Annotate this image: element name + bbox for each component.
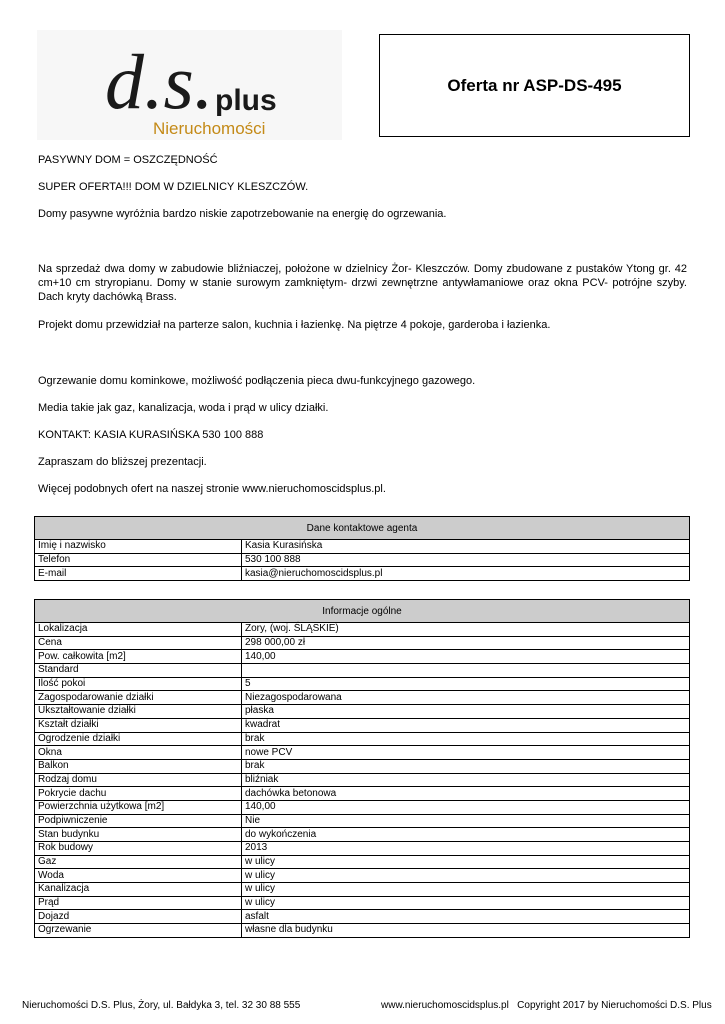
table-row: Zagospodarowanie działki Niezagospodarowana — [35, 691, 690, 705]
table-row: Imię i nazwisko Kasia Kurasińska — [35, 540, 690, 554]
table-row: Ogrzewanie własne dla budynku — [35, 924, 690, 938]
table-row: Pokrycie dachu dachówka betonowa — [35, 787, 690, 801]
table-row: Cena 298 000,00 zł — [35, 636, 690, 650]
table-row: Okna nowe PCV — [35, 746, 690, 760]
agent-table-header: Dane kontaktowe agenta — [35, 517, 690, 540]
description-paragraph: SUPER OFERTA!!! DOM W DZIELNICY KLESZCZÓW. — [38, 181, 309, 193]
table-row: Gaz w ulicy — [35, 855, 690, 869]
table-row: Rodzaj domu bliźniak — [35, 773, 690, 787]
description-paragraph: Domy pasywne wyróżnia bardzo niskie zapotrzebowanie na energię do ogrzewania. — [38, 208, 447, 220]
table-row: E-mail kasia@nieruchomoscidsplus.pl — [35, 567, 690, 581]
table-row: Dojazd asfalt — [35, 910, 690, 924]
table-row: Powierzchnia użytkowa [m2] 140,00 — [35, 800, 690, 814]
table-row: Ilość pokoi 5 — [35, 677, 690, 691]
table-row: Podpiwniczenie Nie — [35, 814, 690, 828]
table-row: Pow. całkowita [m2] 140,00 — [35, 650, 690, 664]
logo-letters: d.s. — [105, 38, 214, 125]
general-info-table — [34, 599, 690, 938]
table-row: Kanalizacja w ulicy — [35, 883, 690, 897]
description-paragraph: Ogrzewanie domu kominkowe, możliwość podłączenia pieca dwu-funkcyjnego gazowego. — [38, 375, 476, 387]
company-logo — [37, 30, 342, 140]
description-paragraph: Więcej podobnych ofert na naszej stronie www.nieruchomoscidsplus.pl. — [38, 483, 386, 495]
table-row: Balkon brak — [35, 759, 690, 773]
table-row: Woda w ulicy — [35, 869, 690, 883]
general-table-header: Informacje ogólne — [35, 600, 690, 623]
offer-title: Oferta nr ASP-DS-495 — [447, 75, 622, 95]
description-paragraph: KONTAKT: KASIA KURASIŃSKA 530 100 888 — [38, 429, 264, 441]
offer-title-box — [379, 34, 690, 137]
logo-subtitle: Nieruchomości — [153, 119, 266, 138]
logo-brand: plus — [215, 84, 277, 117]
logo-graphic — [37, 30, 342, 140]
description-paragraph: Na sprzedaż dwa domy w zabudowie bliźniaczej, położone w dzielnicy Żor- Kleszczów. Domy zbudowane z pustaków Ytong gr. 42 cm+10 cm stryropianu. Domy w stanie surowym zamkniętym- drzwi zewnętrzne antywłamaniowe oraz okna PCV- potrójne szyby. Dach kryty dachówką Brass. — [38, 263, 687, 303]
table-row: Rok budowy 2013 — [35, 842, 690, 856]
table-row: Prąd w ulicy — [35, 896, 690, 910]
table-row: Standard — [35, 664, 690, 678]
footer-address: Nieruchomości D.S. Plus, Żory, ul. Bałdyka 3, tel. 32 30 88 555 — [22, 1000, 301, 1011]
table-row: Kształt działki kwadrat — [35, 718, 690, 732]
footer-copyright: www.nieruchomoscidsplus.pl Copyright 2017 by Nieruchomości D.S. Plus — [381, 1000, 712, 1011]
table-row: Ogrodzenie działki brak — [35, 732, 690, 746]
description-paragraph: PASYWNY DOM = OSZCZĘDNOŚĆ — [38, 154, 218, 166]
table-row: Telefon 530 100 888 — [35, 553, 690, 567]
table-row: Stan budynku do wykończenia — [35, 828, 690, 842]
description-paragraph: Media takie jak gaz, kanalizacja, woda i prąd w ulicy działki. — [38, 402, 329, 414]
table-row: Ukształtowanie działki płaska — [35, 705, 690, 719]
table-row: Lokalizacja Żory, (woj. ŚLĄSKIE) — [35, 623, 690, 637]
agent-contact-table — [34, 516, 690, 581]
description-paragraph: Zapraszam do bliższej prezentacji. — [38, 456, 207, 468]
offer-description — [38, 153, 687, 496]
description-paragraph: Projekt domu przewidział na parterze salon, kuchnia i łazienkę. Na piętrze 4 pokoje, garderoba i łazienka. — [38, 319, 551, 331]
